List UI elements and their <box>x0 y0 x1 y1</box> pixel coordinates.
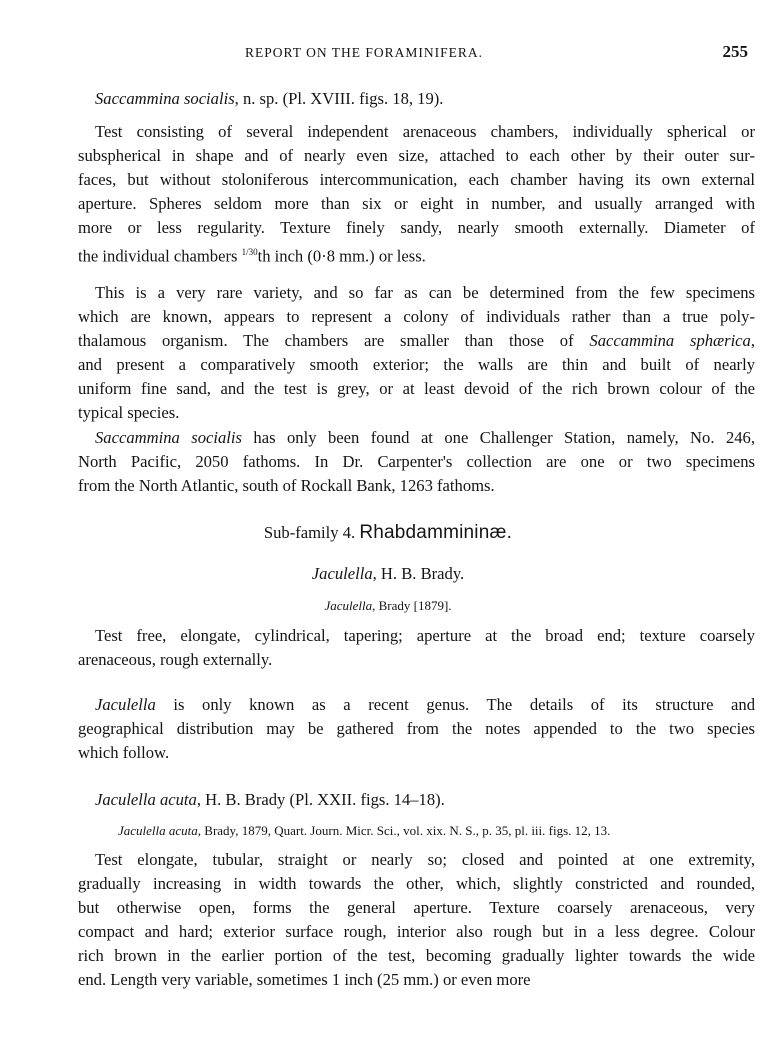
text-segment: 1/30 <box>241 247 258 257</box>
paragraph-line <box>78 306 755 328</box>
text-segment: faces, but without stoloniferous intercommunication, each chamber having its own external <box>78 170 755 189</box>
paragraph-line <box>95 849 755 871</box>
paragraph-line <box>78 451 755 473</box>
species-heading <box>95 789 755 811</box>
italic-taxon: Jaculella acuta <box>118 823 198 838</box>
paragraph-line <box>95 282 755 304</box>
paragraph-line <box>78 649 755 671</box>
italic-taxon: Saccammina socialis <box>95 428 242 447</box>
paragraph-line <box>78 921 755 943</box>
text-segment: , H. B. Brady. <box>372 564 465 583</box>
subfamily-heading <box>0 522 776 544</box>
text-segment: and present a comparatively smooth exterior; the walls are thin and built of nearly <box>78 355 755 374</box>
paragraph-line <box>78 475 755 497</box>
text-segment: arenaceous, rough externally. <box>78 650 273 669</box>
text-segment: Test consisting of several independent arenaceous chambers, individually spherical or <box>95 122 755 141</box>
text-segment: but otherwise open, forms the general aperture. Texture coarsely arenaceous, very <box>78 898 755 917</box>
paragraph-line <box>78 402 755 424</box>
text-segment: from the North Atlantic, south of Rockall Bank, 1263 fathoms. <box>78 476 495 495</box>
text-segment: is only known as a recent genus. The details of its structure and <box>155 695 755 714</box>
text-segment: has only been found at one Challenger Station, namely, No. 246, <box>241 428 755 447</box>
text-segment: rich brown in the earlier portion of the test, becoming gradually lighter towards the wide <box>78 946 755 965</box>
text-segment: , Brady, 1879, Quart. Journ. Micr. Sci., vol. xix. N. S., p. 35, pl. iii. figs. 12, 13. <box>197 823 611 838</box>
text-segment: end. Length very variable, sometimes 1 inch (25 mm.) or even more <box>78 970 531 989</box>
text-segment: aperture. Spheres seldom more than six or eight in number, and usually arranged with <box>78 194 755 213</box>
text-segment: which are known, appears to represent a colony of individuals rather than a true poly- <box>78 307 755 326</box>
paragraph-line <box>78 193 755 215</box>
text-segment: subspherical in shape and of nearly even size, attached to each other by their outer sur- <box>78 146 755 165</box>
text-segment: , Brady [1879]. <box>372 598 452 613</box>
paragraph-line <box>95 427 755 449</box>
text-segment: more or less regularity. Texture finely sandy, nearly smooth externally. Diameter of <box>78 218 755 237</box>
text-segment: th inch (0·8 mm.) or less. <box>257 246 426 266</box>
paragraph-line <box>78 718 755 740</box>
species-reference <box>118 820 755 842</box>
italic-taxon: Jaculella acuta <box>95 790 197 809</box>
text-segment: thalamous organism. The chambers are smaller than those of <box>78 331 590 350</box>
page-number: 255 <box>722 42 748 61</box>
text-segment: , <box>750 331 755 350</box>
paragraph-line <box>78 330 755 352</box>
running-title: REPORT ON THE FORAMINIFERA. <box>245 45 483 60</box>
text-segment: typical species. <box>78 403 180 422</box>
text-segment: Test free, elongate, cylindrical, tapering; aperture at the broad end; texture coarsely <box>95 626 755 645</box>
genus-reference <box>0 595 776 617</box>
italic-taxon: Saccammina sphærica <box>589 331 751 350</box>
paragraph-line <box>78 742 755 764</box>
text-segment: North Pacific, 2050 fathoms. In Dr. Carpenter's collection are one or two specimens <box>78 452 755 471</box>
text-segment: Rhabdammininæ. <box>359 522 513 543</box>
text-segment: compact and hard; exterior surface rough, interior also rough but in a less degree. Colour <box>78 922 755 941</box>
italic-taxon: Saccammina socialis <box>95 89 235 108</box>
text-segment: This is a very rare variety, and so far as can be determined from the few specimens <box>95 283 755 302</box>
text-segment: geographical distribution may be gathered from the notes appended to the two species <box>78 719 755 738</box>
text-segment: gradually increasing in width towards the other, which, slightly constricted and rounded, <box>78 874 755 893</box>
text-segment: , H. B. Brady (Pl. XXII. figs. 14–18). <box>196 790 445 809</box>
paragraph-line <box>78 378 755 400</box>
italic-taxon: Jaculella <box>311 564 373 583</box>
paragraph-line <box>95 121 755 143</box>
paragraph-line <box>78 969 755 991</box>
text-segment: Test elongate, tubular, straight or nearly so; closed and pointed at one extremity, <box>95 850 755 869</box>
italic-taxon: Jaculella <box>95 695 156 714</box>
paragraph-line <box>78 241 755 268</box>
text-segment: , n. sp. (Pl. XVIII. figs. 18, 19). <box>234 89 444 108</box>
species-heading <box>95 88 755 110</box>
paragraph-line <box>78 169 755 191</box>
paragraph-line <box>95 694 755 716</box>
paragraph-line <box>78 945 755 967</box>
text-segment: the individual chambers <box>78 246 242 266</box>
text-segment: uniform fine sand, and the test is grey, or at least devoid of the rich brown colour of the <box>78 379 755 398</box>
paragraph-line <box>78 217 755 239</box>
paragraph-line <box>78 897 755 919</box>
text-segment: Sub-family 4. <box>263 523 360 542</box>
genus-heading <box>0 563 776 585</box>
italic-taxon: Jaculella <box>324 598 373 613</box>
paragraph-line <box>95 625 755 647</box>
paragraph-line <box>78 873 755 895</box>
paragraph-line <box>78 354 755 376</box>
text-segment: which follow. <box>78 743 170 762</box>
paragraph-line <box>78 145 755 167</box>
